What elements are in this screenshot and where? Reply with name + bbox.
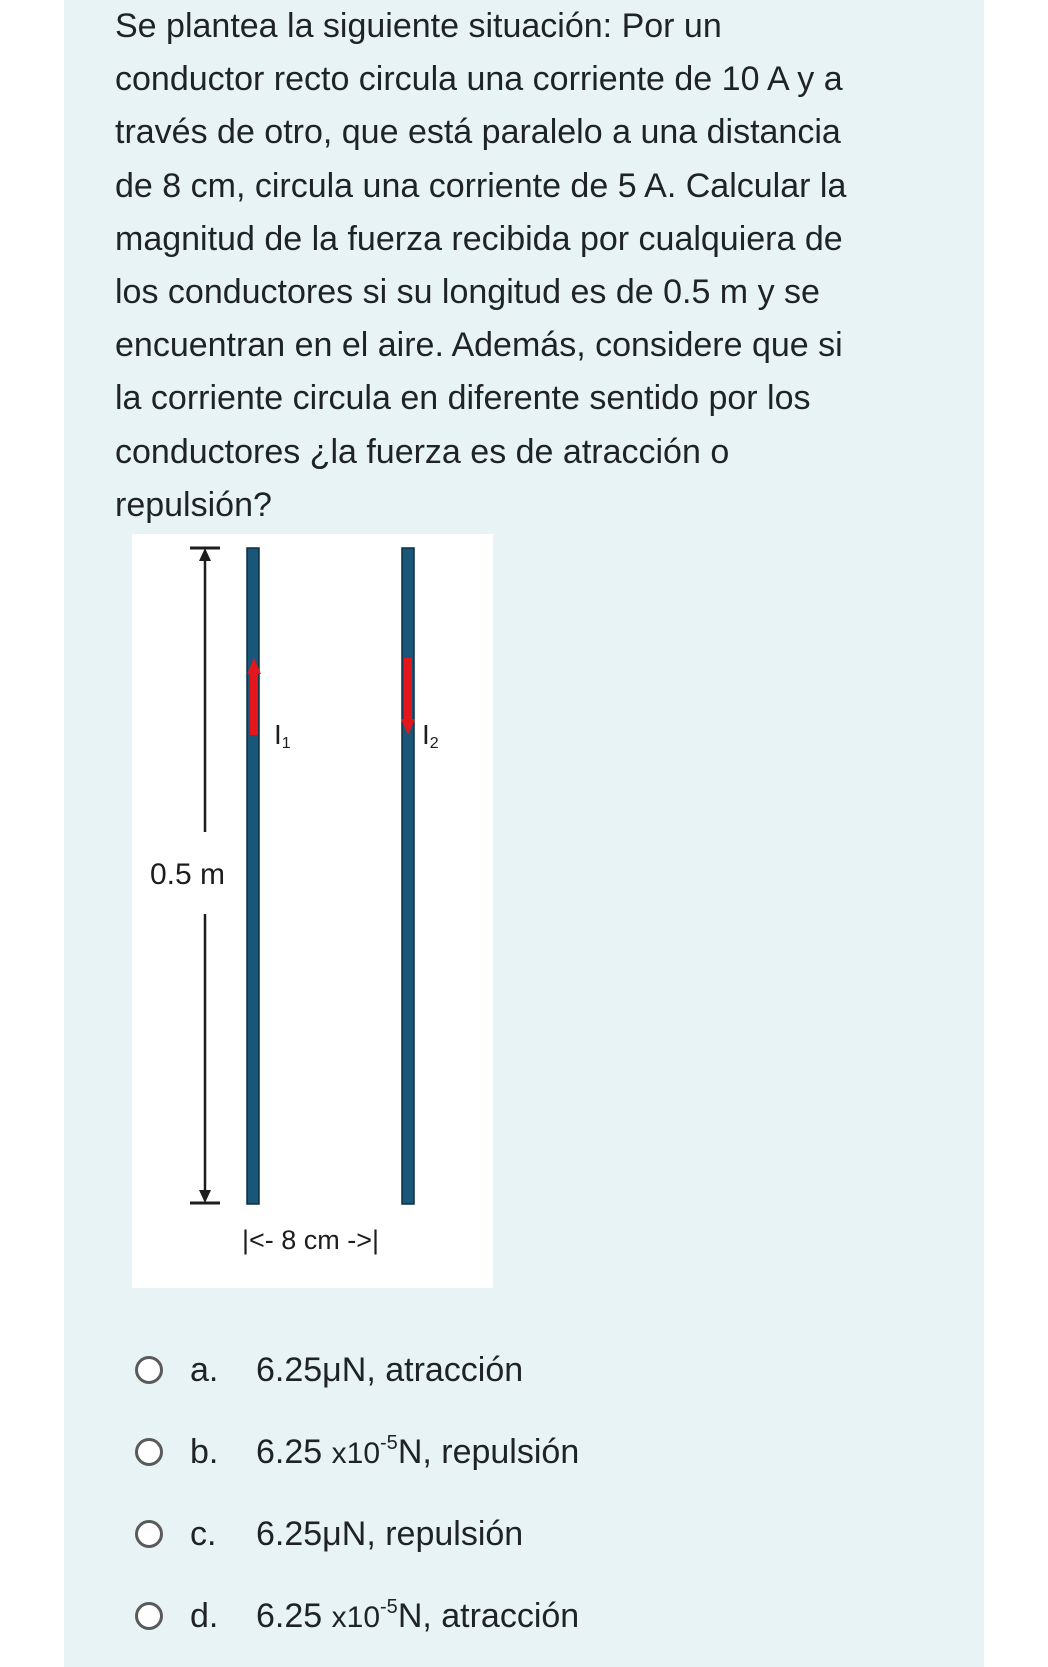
option-text <box>256 1432 579 1472</box>
question-line: conductor recto circula una corriente de 10 A y a <box>115 60 843 99</box>
question-line: encuentran en el aire. Además, considere que si <box>115 326 843 365</box>
conductors-diagram-svg <box>132 534 493 1288</box>
option-letter: c. <box>190 1514 217 1553</box>
option-c[interactable] <box>132 1504 852 1564</box>
question-line: de 8 cm, circula una corriente de 5 A. Calcular la <box>115 166 847 205</box>
question-line: Se plantea la siguiente situación: Por un <box>115 7 722 45</box>
option-suffix: N, atracción <box>397 1597 580 1635</box>
distance-label: |<- 8 cm ->| <box>242 1225 380 1255</box>
option-mantissa: 6.25 <box>256 1433 323 1471</box>
option-suffix: N, repulsión <box>397 1433 580 1471</box>
conductor-1 <box>247 548 259 1204</box>
radio-button[interactable] <box>135 1438 163 1466</box>
radio-button[interactable] <box>135 1356 163 1384</box>
question-line: magnitud de la fuerza recibida por cualquiera de <box>115 219 843 258</box>
option-mantissa: 6.25 <box>256 1597 323 1635</box>
conductor-2 <box>402 548 414 1204</box>
option-text: 6.25μN, atracción <box>256 1350 524 1389</box>
question-line: repulsión? <box>115 485 272 524</box>
option-letter: d. <box>190 1596 219 1635</box>
question-line: conductores ¿la fuerza es de atracción o <box>115 432 730 471</box>
question-line: la corriente circula en diferente sentido por los <box>115 379 811 418</box>
radio-button[interactable] <box>135 1602 163 1630</box>
option-d[interactable] <box>132 1586 852 1646</box>
option-letter: a. <box>190 1350 219 1389</box>
option-a[interactable] <box>132 1340 852 1400</box>
option-text: 6.25μN, repulsión <box>256 1514 524 1553</box>
question-line: los conductores si su longitud es de 0.5 m y se <box>115 273 820 312</box>
conductors-diagram <box>132 534 493 1288</box>
option-exponent: -5 <box>380 1596 398 1618</box>
current-2-label: I2 <box>422 719 439 752</box>
length-label: 0.5 m <box>150 858 226 891</box>
question-text <box>115 0 915 532</box>
option-exponent: -5 <box>380 1432 398 1454</box>
current-1-label: I1 <box>274 719 291 752</box>
option-times: x10 <box>331 1601 381 1634</box>
option-times: x10 <box>331 1437 381 1470</box>
radio-button[interactable] <box>135 1520 163 1548</box>
question-line: través de otro, que está paralelo a una distancia <box>115 113 841 152</box>
option-letter: b. <box>190 1432 219 1471</box>
option-b[interactable] <box>132 1422 852 1482</box>
option-text <box>256 1596 579 1636</box>
